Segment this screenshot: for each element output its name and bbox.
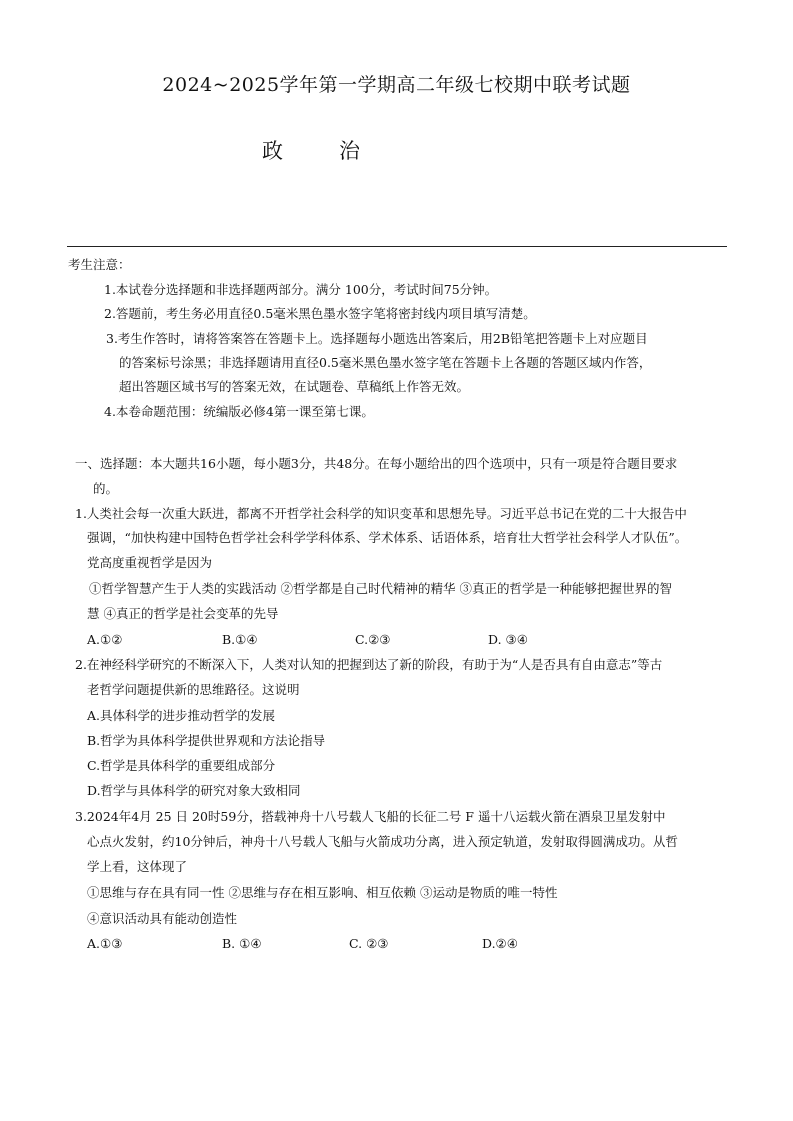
question-1-option-a: A.①② [87, 632, 123, 647]
question-3-option-c: C. ②③ [349, 936, 389, 951]
question-3-statements: ①思维与存在具有同一性 ②思维与存在相互影响、相互依赖 ③运动是物质的唯一特性 [87, 885, 558, 900]
notice-item: 3.考生作答时，请将答案答在答题卡上。选择题每小题选出答案后，用2B铅笔把答题卡上对应题目 [106, 331, 648, 346]
exam-title: 2024~2025学年第一学期高二年级七校期中联考试题 [162, 74, 631, 96]
question-1-stem: 强调，“加快构建中国特色哲学社会科学学科体系、学术体系、话语体系，培育壮大哲学社会科学人才队伍”。 [87, 530, 688, 545]
notice-item: 4.本卷命题范围：统编版必修4第一课至第七课。 [104, 404, 374, 419]
question-1-option-d: D. ③④ [488, 632, 528, 647]
notice-item-cont: 的答案标号涂黑；非选择题请用直径0.5毫米黑色墨水签字笔在答题卡上各题的答题区域内作答， [119, 355, 652, 370]
question-2-option-b: B.哲学为具体科学提供世界观和方法论指导 [87, 733, 326, 748]
question-3-stem: 心点火发射，约10分钟后，神舟十八号载人飞船与火箭成功分离，进入预定轨道，发射取得圆满成功。从哲 [87, 834, 678, 849]
question-3-option-a: A.①③ [87, 936, 123, 951]
question-2-stem: 老哲学问题提供新的思维路径。这说明 [87, 682, 300, 697]
subject-char: 政 [262, 139, 283, 163]
section-heading-cont: 的。 [93, 481, 119, 496]
question-2-option-a: A.具体科学的进步推动哲学的发展 [87, 708, 276, 723]
question-1-statements: 慧 ④真正的哲学是社会变革的先导 [87, 606, 279, 621]
question-2-option-d: D.哲学与具体科学的研究对象大致相同 [87, 783, 301, 798]
notice-item: 1.本试卷分选择题和非选择题两部分。满分 100分，考试时间75分钟。 [104, 282, 498, 297]
question-1-option-c: C.②③ [355, 632, 391, 647]
question-3-option-b: B. ①④ [222, 936, 262, 951]
question-1-option-b: B.①④ [222, 632, 258, 647]
subject-title [262, 135, 360, 165]
notice-item-cont: 超出答题区域书写的答案无效，在试题卷、草稿纸上作答无效。 [119, 379, 470, 394]
notice-heading: 考生注意： [68, 257, 131, 272]
notice-item: 2.答题前，考生务必用直径0.5毫米黑色墨水签字笔将密封线内项目填写清楚。 [104, 306, 536, 321]
header-divider [67, 246, 727, 247]
question-3-stem: 学上看，这体现了 [87, 859, 188, 874]
subject-char: 治 [339, 139, 360, 163]
question-1-statements: ①哲学智慧产生于人类的实践活动 ②哲学都是自己时代精神的精华 ③真正的哲学是一种能够把握世界的智 [89, 581, 672, 596]
question-2-stem: 2.在神经科学研究的不断深入下，人类对认知的把握到达了新的阶段，有助于为“人是否具有自由意志”等古 [75, 657, 663, 672]
question-2-option-c: C.哲学是具体科学的重要组成部分 [87, 758, 276, 773]
question-3-statements: ④意识活动具有能动创造性 [87, 911, 238, 926]
question-1-stem: 1.人类社会每一次重大跃进，都离不开哲学社会科学的知识变革和思想先导。习近平总书记在党的二十大报告中 [75, 506, 687, 521]
question-3-stem: 3.2024年4月 25 日 20时59分，搭载神舟十八号载人飞船的长征二号 F 遥十八运载火箭在酒泉卫星发射中 [75, 809, 666, 824]
section-heading: 一、选择题：本大题共16小题，每小题3分，共48分。在每小题给出的四个选项中，只有一项是符合题目要求 [75, 456, 678, 471]
question-3-option-d: D.②④ [482, 936, 518, 951]
question-1-stem: 党高度重视哲学是因为 [87, 555, 213, 570]
